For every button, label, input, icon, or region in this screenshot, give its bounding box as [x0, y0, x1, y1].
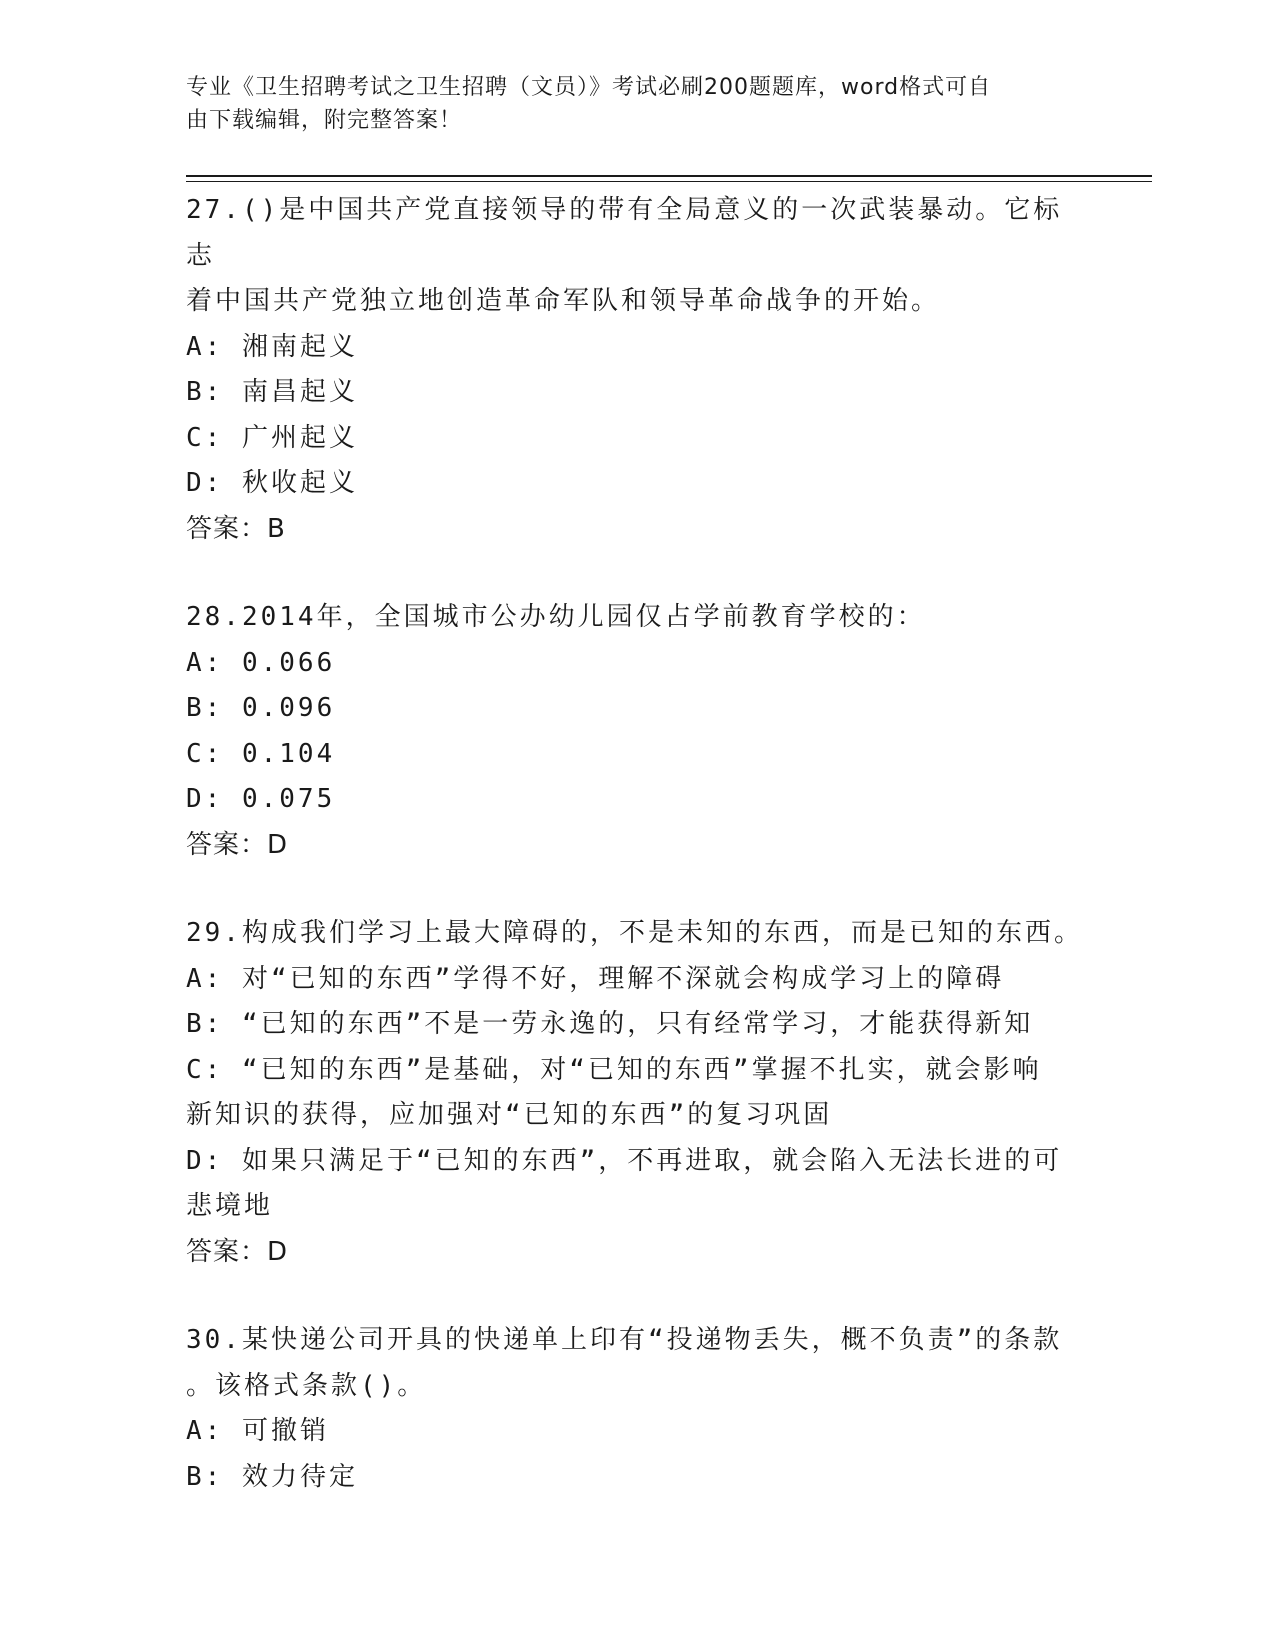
question-29	[186, 911, 1086, 1275]
option-a: A: 可撤销	[186, 1416, 329, 1446]
question-stem-line: 30.某快递公司开具的快递单上印有“投递物丢失，概不负责”的条款	[186, 1325, 1063, 1355]
option-b: B: 南昌起义	[186, 377, 358, 407]
option-c-continued: 新知识的获得，应加强对“已知的东西”的复习巩固	[186, 1100, 833, 1130]
option-d: D: 如果只满足于“已知的东西”，不再进取，就会陷入无法长进的可	[186, 1145, 1063, 1176]
option-b: B: 0.096	[186, 693, 336, 723]
answer-line: 答案：B	[186, 513, 286, 544]
option-a: A: 对“已知的东西”学得不好，理解不深就会构成学习上的障碍	[186, 963, 1005, 994]
question-30	[186, 1318, 1086, 1500]
question-stem-line: 。该格式条款()。	[186, 1370, 427, 1401]
option-c: C: 广州起义	[186, 422, 358, 453]
header-rule-thin	[186, 181, 1152, 182]
question-stem-line: 27.()是中国共产党直接领导的带有全局意义的一次武装暴动。它标志	[186, 195, 1063, 271]
question-stem-line: 28.2014年，全国城市公办幼儿园仅占学前教育学校的：	[186, 602, 926, 632]
option-c: C: “已知的东西”是基础，对“已知的东西”掌握不扎实，就会影响	[186, 1054, 1042, 1085]
option-a: A: 0.066	[186, 647, 336, 678]
question-28	[186, 595, 1086, 868]
option-b: B: “已知的东西”不是一劳永逸的，只有经常学习，才能获得新知	[186, 1009, 1034, 1039]
option-c: C: 0.104	[186, 738, 336, 769]
question-list	[186, 188, 1086, 1543]
option-d: D: 0.075	[186, 784, 336, 814]
question-stem-line: 29.构成我们学习上最大障碍的，不是未知的东西，而是已知的东西。	[186, 918, 1083, 948]
header-line: 由下载编辑，附完整答案！	[186, 108, 463, 133]
answer-line: 答案：D	[186, 1236, 289, 1267]
question-27	[186, 188, 1086, 552]
header-line: 专业《卫生招聘考试之卫生招聘（文员）》考试必刷200题题库，word格式可自	[186, 75, 992, 100]
option-a: A: 湘南起义	[186, 331, 358, 362]
option-d: D: 秋收起义	[186, 468, 358, 498]
document-header	[186, 71, 1066, 137]
option-d-continued: 悲境地	[186, 1191, 274, 1221]
question-stem-line: 着中国共产党独立地创造革命军队和领导革命战争的开始。	[186, 286, 941, 316]
option-b: B: 效力待定	[186, 1461, 358, 1492]
answer-line: 答案：D	[186, 829, 289, 860]
header-rule-thick	[186, 175, 1152, 177]
